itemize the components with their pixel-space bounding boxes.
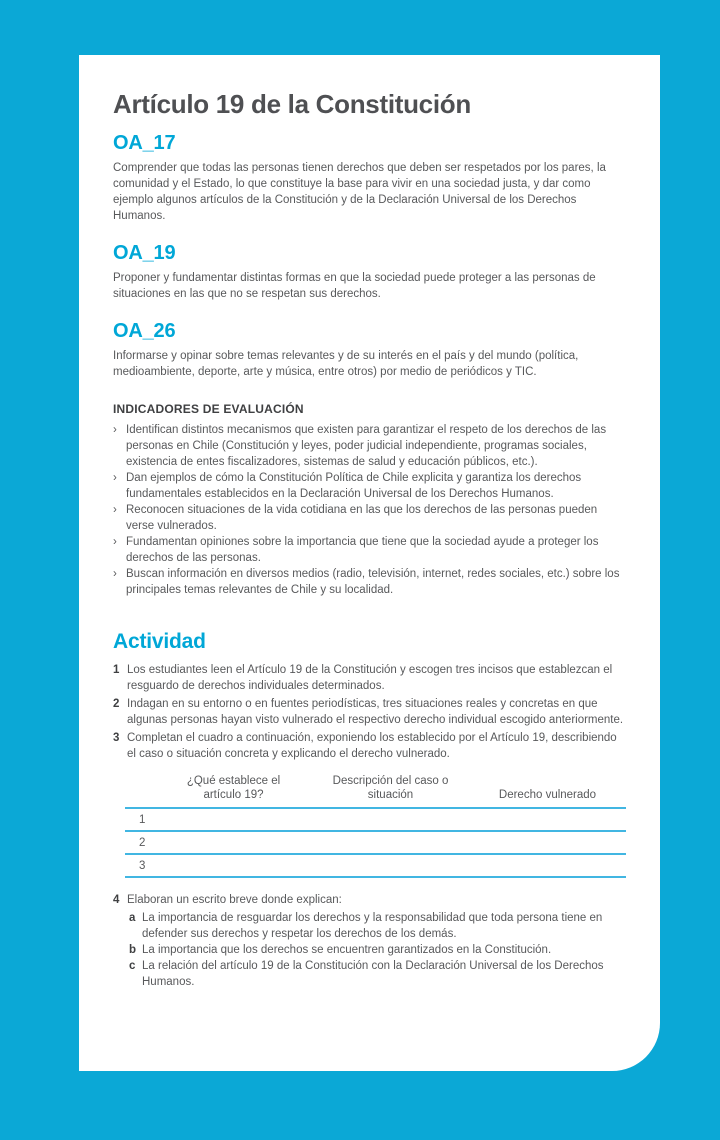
table-row-number: 1 [139,813,146,826]
activity-step-3 [113,730,628,762]
oa-17-heading: OA_17 [113,132,176,154]
table-row [125,855,626,878]
substep-c [129,958,628,990]
table-row-number: 2 [139,836,146,849]
substep-letter: a [129,912,136,924]
indicators-list [113,422,628,598]
activity-step-1 [113,662,628,694]
substep-text: La importancia de resguardar los derechos y la responsabilidad que toda persona tiene en defender sus derechos y respetar los derechos de los demás. [142,912,603,940]
bullet-marker-icon: › [113,536,117,548]
step-text: Completan el cuadro a continuación, exponiendo los establecido por el Artículo 19, describiendo el caso o situación concreta y explicando el derecho vulnerado. [127,732,617,760]
substep-text: La relación del artículo 19 de la Constitución con la Declaración Universal de los Derechos Humanos. [142,960,604,988]
indicator-item [113,470,628,502]
substep-letter: c [129,960,136,972]
indicator-item [113,566,628,598]
step-number: 3 [113,732,120,744]
indicator-item [113,534,628,566]
indicator-item [113,502,628,534]
activity-heading: Actividad [113,630,206,653]
bullet-marker-icon: › [113,424,117,436]
table-row-number: 3 [139,859,146,872]
indicator-text: Identifican distintos mecanismos que existen para garantizar el respeto de los derechos de las personas en Chile (Constitución y leyes, poder judicial independiente, programas sociales, existencia de entes fiscalizadores, sistemas de salud y educación públicos, etc.). [126,424,607,468]
indicator-text: Fundamentan opiniones sobre la importancia que tiene que la sociedad ayude a proteger los derechos de las personas. [126,536,599,564]
indicator-text: Buscan información en diversos medios (radio, televisión, internet, redes sociales, etc.) sobre los principales temas relevantes de Chile y su localidad. [126,568,620,596]
activity-substeps [129,910,628,990]
activity-step-2 [113,696,628,728]
table-header-cell: Descripción del caso o situación [332,775,449,801]
oa-17-description: Comprender que todas las personas tienen derechos que deben ser respetados por los pares, la comunidad y el Estado, lo que constituye la base para vivir en una sociedad justa, y dar como ejemplo algunos artículos de la Constitución y de la Declaración Universal de los Derechos Humanos. [113,162,606,222]
step-number: 4 [113,894,120,906]
step-text: Elaboran un escrito breve donde explican: [127,894,342,906]
page-title: Artículo 19 de la Constitución [113,89,471,119]
substep-b [129,942,628,958]
oa-26-heading: OA_26 [113,320,176,342]
step-number: 1 [113,664,120,676]
oa-19-description: Proponer y fundamentar distintas formas en que la sociedad puede proteger a las personas de situaciones en las que no se respetan sus derechos. [113,272,596,300]
substep-letter: b [129,944,137,956]
step-number: 2 [113,698,120,710]
oa-19-heading: OA_19 [113,242,176,264]
step-text: Indagan en su entorno o en fuentes periodísticas, tres situaciones reales y concretas en que algunas personas hayan visto vulnerado el respectivo derecho individual escogido anteriormente. [127,698,624,726]
bullet-marker-icon: › [113,472,117,484]
table-header-cell: Derecho vulnerado [498,789,597,801]
indicator-text: Reconocen situaciones de la vida cotidiana en las que los derechos de las personas pueden verse vulnerados. [126,504,598,532]
indicator-item [113,422,628,470]
step-text: Los estudiantes leen el Artículo 19 de la Constitución y escogen tres incisos que establezcan el resguardo de derechos individuales determinados. [127,664,613,692]
table-row [125,832,626,855]
bullet-marker-icon: › [113,504,117,516]
worksheet-page [79,55,660,1071]
bullet-marker-icon: › [113,568,117,580]
activity-step-4 [113,892,628,908]
table-header-row [125,774,626,809]
table-header-cell: ¿Qué establece el artículo 19? [186,775,281,801]
indicator-text: Dan ejemplos de cómo la Constitución Política de Chile explicita y garantiza los derechos fundamentales establecidos en la Declaración Universal de los Derechos Humanos. [126,472,582,500]
substep-text: La importancia que los derechos se encuentren garantizados en la Constitución. [142,944,552,956]
oa-26-description: Informarse y opinar sobre temas relevantes y de su interés en el país y del mundo (política, medioambiente, deporte, arte y música, entre otros) por medio de periódicos y TIC. [113,350,579,378]
activity-table [125,774,626,878]
table-row [125,809,626,832]
substep-a [129,910,628,942]
indicators-heading: INDICADORES DE EVALUACIÓN [113,402,304,416]
